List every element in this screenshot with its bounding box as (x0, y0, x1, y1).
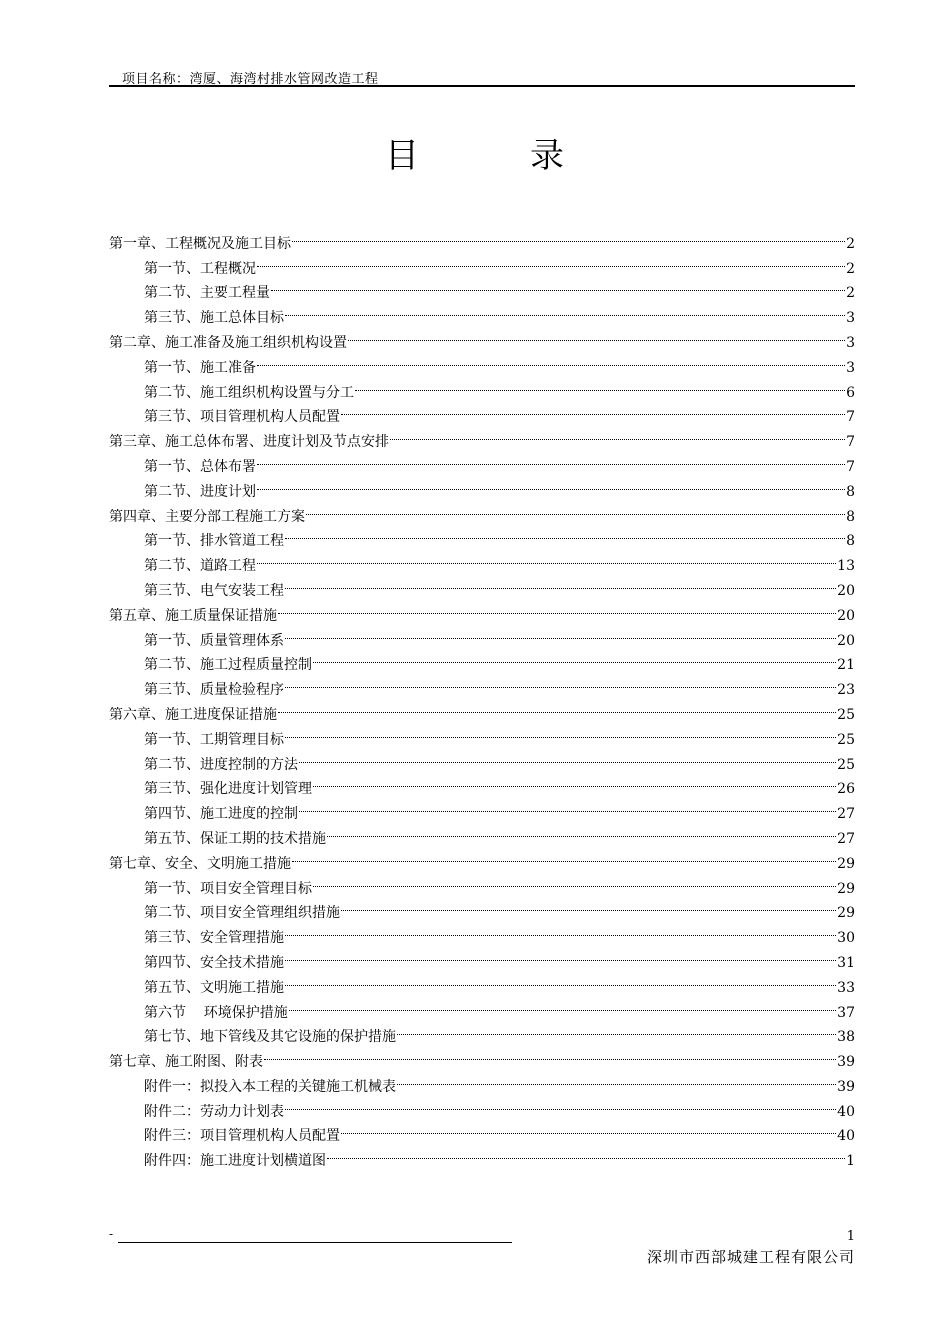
toc-dot-leader (299, 793, 836, 818)
toc-entry-page: 25 (837, 756, 855, 773)
toc-entry-label: 第五节、文明施工措施 (144, 979, 284, 996)
toc-dot-leader (285, 620, 836, 645)
toc-entry-label: 第六节 环境保护措施 (144, 1004, 288, 1021)
toc-dot-leader (285, 917, 836, 942)
toc-dot-leader (348, 322, 845, 347)
toc-dot-leader (289, 992, 836, 1017)
toc-dot-leader (285, 570, 836, 595)
toc-entry-page: 29 (837, 905, 855, 922)
toc-dot-leader (278, 595, 836, 620)
toc-entry-label: 第五章、施工质量保证措施 (109, 607, 277, 624)
toc-dot-leader (285, 942, 836, 967)
toc-dot-leader (292, 223, 845, 248)
toc-entry-label: 第二节、施工组织机构设置与分工 (144, 384, 354, 401)
toc-dot-leader (313, 868, 836, 893)
toc-entry-page: 26 (837, 781, 855, 798)
toc-entry-page: 3 (846, 359, 855, 376)
toc-entry-page: 39 (837, 1078, 855, 1095)
toc-entry-label: 第三节、安全管理措施 (144, 930, 284, 947)
toc-entry-page: 27 (837, 806, 855, 823)
toc-dot-leader (285, 967, 836, 992)
toc-entry-label: 第二节、主要工程量 (144, 285, 270, 302)
toc-entry-page: 8 (846, 483, 855, 500)
footer-page-number: 1 (846, 1229, 855, 1244)
toc-entry-label: 第三节、强化进度计划管理 (144, 781, 312, 798)
toc-dot-leader (285, 297, 845, 322)
toc-dot-leader (292, 843, 836, 868)
toc-dot-leader (390, 421, 845, 446)
toc-entry-label: 第五节、保证工期的技术措施 (144, 830, 326, 847)
toc-entry-label: 第七章、安全、文明施工措施 (109, 855, 291, 872)
toc-entry-page: 37 (837, 1004, 855, 1021)
toc-dot-leader (257, 347, 845, 372)
toc-dot-leader (257, 248, 845, 273)
toc-entry-page: 8 (846, 533, 855, 550)
header-project-name: 项目名称：湾厦、海湾村排水管网改造工程 (122, 72, 379, 87)
toc-entry-page: 20 (837, 607, 855, 624)
toc-entry-label: 第一节、施工准备 (144, 359, 256, 376)
toc-entry-page: 20 (837, 582, 855, 599)
toc-entry-page: 3 (846, 334, 855, 351)
table-of-contents (109, 223, 855, 1170)
toc-entry-label: 第一节、项目安全管理目标 (144, 880, 312, 897)
toc-dot-leader (341, 397, 845, 422)
toc-entry-page: 40 (837, 1128, 855, 1145)
toc-entry-page: 2 (846, 285, 855, 302)
footer-company-name: 深圳市西部城建工程有限公司 (646, 1248, 855, 1266)
toc-dot-leader (313, 769, 836, 794)
toc-entry-page: 13 (837, 558, 855, 575)
toc-entry-label: 第二节、施工过程质量控制 (144, 657, 312, 674)
toc-entry-label: 第二节、进度计划 (144, 483, 256, 500)
toc-dot-leader (397, 1066, 836, 1091)
toc-entry-page: 1 (846, 1153, 855, 1170)
toc-entry-page: 7 (846, 458, 855, 475)
toc-dot-leader (257, 446, 845, 471)
toc-entry-label: 第一节、总体布署 (144, 458, 256, 475)
toc-entry-label: 第三节、电气安装工程 (144, 582, 284, 599)
toc-entry-label: 第三节、质量检验程序 (144, 682, 284, 699)
toc-dot-leader (285, 521, 845, 546)
toc-entry-label: 第四节、施工进度的控制 (144, 806, 298, 823)
toc-chapter-entry[interactable] (109, 223, 855, 252)
toc-dot-leader (278, 694, 836, 719)
toc-entry-page: 27 (837, 830, 855, 847)
footer-dash: - (109, 1227, 114, 1241)
toc-dot-leader (327, 818, 836, 843)
toc-entry-page: 25 (837, 731, 855, 748)
toc-dot-leader (285, 1091, 836, 1116)
toc-dot-leader (285, 669, 836, 694)
toc-entry-label: 第七章、施工附图、附表 (109, 1054, 263, 1071)
toc-entry-label: 第四章、主要分部工程施工方案 (109, 508, 305, 525)
toc-entry-page: 40 (837, 1103, 855, 1120)
toc-dot-leader (397, 1017, 836, 1042)
toc-entry-page: 31 (837, 954, 855, 971)
toc-dot-leader (257, 545, 836, 570)
toc-entry-label: 附件四：施工进度计划横道图 (144, 1153, 326, 1170)
toc-dot-leader (355, 372, 845, 397)
toc-entry-label: 附件二：劳动力计划表 (144, 1103, 284, 1120)
toc-title-char-2: 录 (530, 136, 565, 176)
toc-dot-leader (271, 273, 845, 298)
toc-entry-label: 附件三：项目管理机构人员配置 (144, 1128, 340, 1145)
toc-entry-label: 第六章、施工进度保证措施 (109, 706, 277, 723)
toc-entry-page: 8 (846, 508, 855, 525)
toc-entry-label: 第三节、施工总体目标 (144, 310, 284, 327)
toc-entry-label: 第三节、项目管理机构人员配置 (144, 409, 340, 426)
toc-entry-page: 2 (846, 235, 855, 252)
toc-entry-page: 38 (837, 1029, 855, 1046)
toc-entry-label: 第二节、进度控制的方法 (144, 756, 298, 773)
toc-entry-label: 第二节、项目安全管理组织措施 (144, 905, 340, 922)
toc-dot-leader (306, 496, 845, 521)
toc-dot-leader (257, 471, 845, 496)
toc-entry-page: 30 (837, 930, 855, 947)
toc-entry-page: 2 (846, 260, 855, 277)
toc-entry-label: 第七节、地下管线及其它设施的保护措施 (144, 1029, 396, 1046)
toc-dot-leader (264, 1041, 836, 1066)
toc-entry-page: 20 (837, 632, 855, 649)
toc-dot-leader (313, 645, 836, 670)
toc-entry-page: 21 (837, 657, 855, 674)
toc-dot-leader (299, 744, 836, 769)
toc-entry-page: 29 (837, 880, 855, 897)
footer-divider (118, 1242, 512, 1243)
toc-dot-leader (341, 893, 836, 918)
toc-entry-label: 第二节、道路工程 (144, 558, 256, 575)
toc-entry-label: 第一节、工期管理目标 (144, 731, 284, 748)
header-divider (109, 85, 855, 87)
toc-dot-leader (327, 1140, 845, 1165)
toc-entry-page: 6 (846, 384, 855, 401)
toc-title (0, 128, 950, 177)
toc-entry-page: 23 (837, 682, 855, 699)
toc-dot-leader (341, 1116, 836, 1141)
toc-entry-label: 第一节、排水管道工程 (144, 533, 284, 550)
toc-entry-label: 第三章、施工总体布署、进度计划及节点安排 (109, 434, 389, 451)
toc-entry-label: 第二章、施工准备及施工组织机构设置 (109, 334, 347, 351)
toc-entry-page: 33 (837, 979, 855, 996)
toc-entry-label: 第一章、工程概况及施工目标 (109, 235, 291, 252)
toc-entry-page: 3 (846, 310, 855, 327)
toc-entry-page: 39 (837, 1054, 855, 1071)
toc-dot-leader (285, 719, 836, 744)
toc-entry-label: 第四节、安全技术措施 (144, 954, 284, 971)
toc-entry-label: 第一节、工程概况 (144, 260, 256, 277)
toc-title-char-1: 目 (385, 136, 420, 176)
toc-entry-page: 29 (837, 855, 855, 872)
toc-entry-label: 附件一：拟投入本工程的关键施工机械表 (144, 1078, 396, 1095)
toc-entry-page: 7 (846, 434, 855, 451)
toc-entry-page: 7 (846, 409, 855, 426)
toc-entry-page: 25 (837, 706, 855, 723)
toc-entry-label: 第一节、质量管理体系 (144, 632, 284, 649)
